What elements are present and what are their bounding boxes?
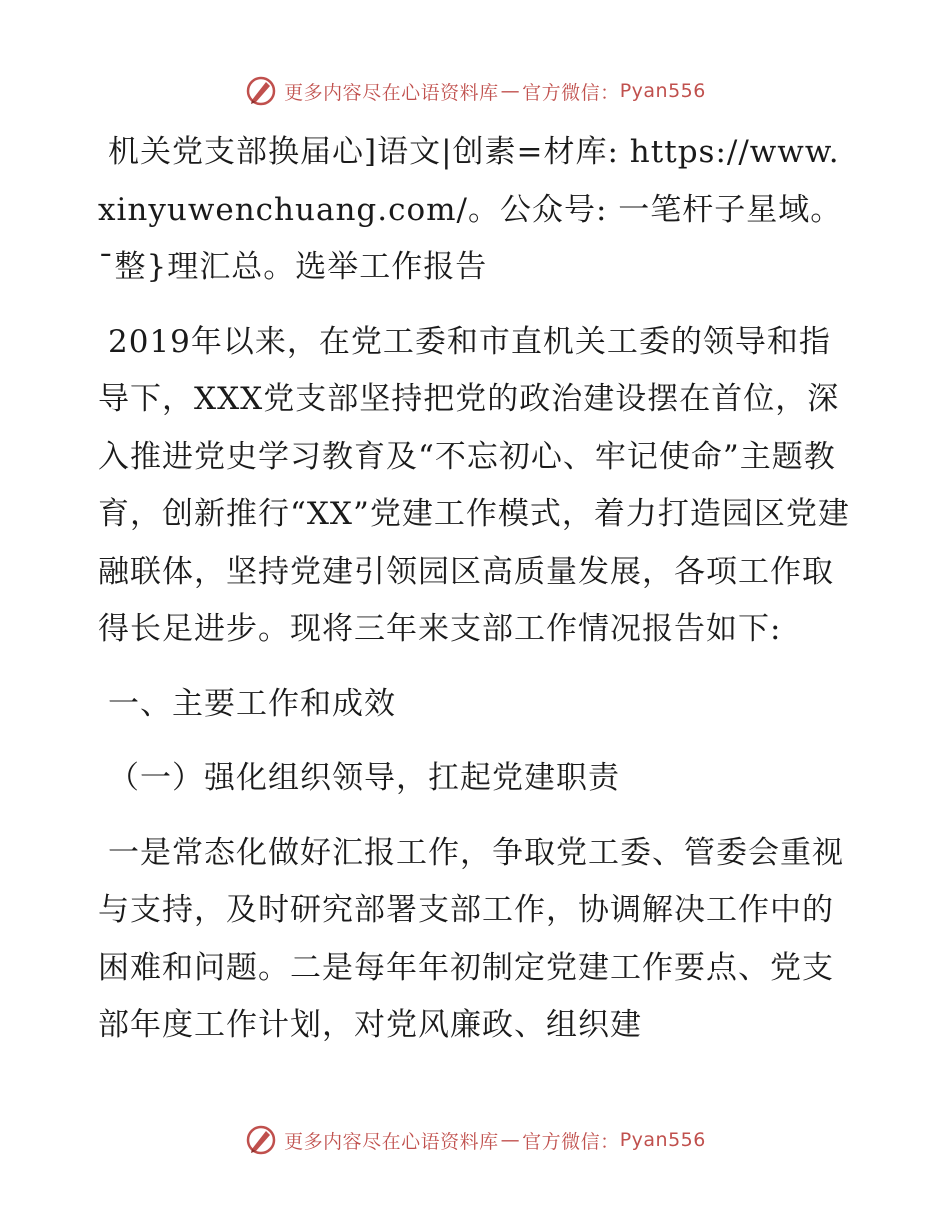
watermark-wechat-id: Pyan556	[619, 80, 706, 102]
watermark-brand: 更多内容尽在心语资料库	[284, 1130, 499, 1153]
watermark-official: 官方微信：	[522, 1130, 620, 1153]
section-heading: 一、主要工作和成效	[108, 685, 396, 722]
header-watermark	[0, 74, 950, 108]
intro-paragraph: 2019年以来，在党工委和市直机关工委的领导和指导下，XXX党支部坚持把党的政治建设摆在首位，深入推进党史学习教育及“不忘初心、牢记使命”主题教育，创新推行“XX”党建工作模式，着力打造园区党建融联体，坚持党建引领园区高质量发展，各项工作取得长足进步。现将三年来支部工作情况报告如下:	[98, 323, 850, 647]
footer-watermark	[0, 1123, 950, 1157]
watermark-brand: 更多内容尽在心语资料库	[284, 81, 499, 104]
subsection-heading: （一）强化组织领导，扛起党建职责	[108, 760, 620, 796]
body-paragraph: 一是常态化做好汇报工作，争取党工委、管委会重视与支持，及时研究部署支部工作，协调解决工作中的困难和问题。二是每年年初制定党建工作要点、党支部年度工作计划，对党风廉政、组织建	[98, 834, 844, 1043]
document-title-paragraph: 机关党支部换届心]语文|创素=材库: https://www.xinyuwenchuang.com/。公众号: 一笔杆子星域。¯整}理汇总。选举工作报告	[98, 134, 843, 285]
watermark-dash: —	[500, 1129, 521, 1151]
document-body	[98, 124, 858, 1072]
watermark-dash: —	[500, 80, 521, 102]
pen-logo-icon	[244, 1123, 278, 1157]
watermark-official: 官方微信：	[522, 81, 620, 104]
watermark-wechat-id: Pyan556	[619, 1129, 706, 1151]
pen-logo-icon	[244, 74, 278, 108]
